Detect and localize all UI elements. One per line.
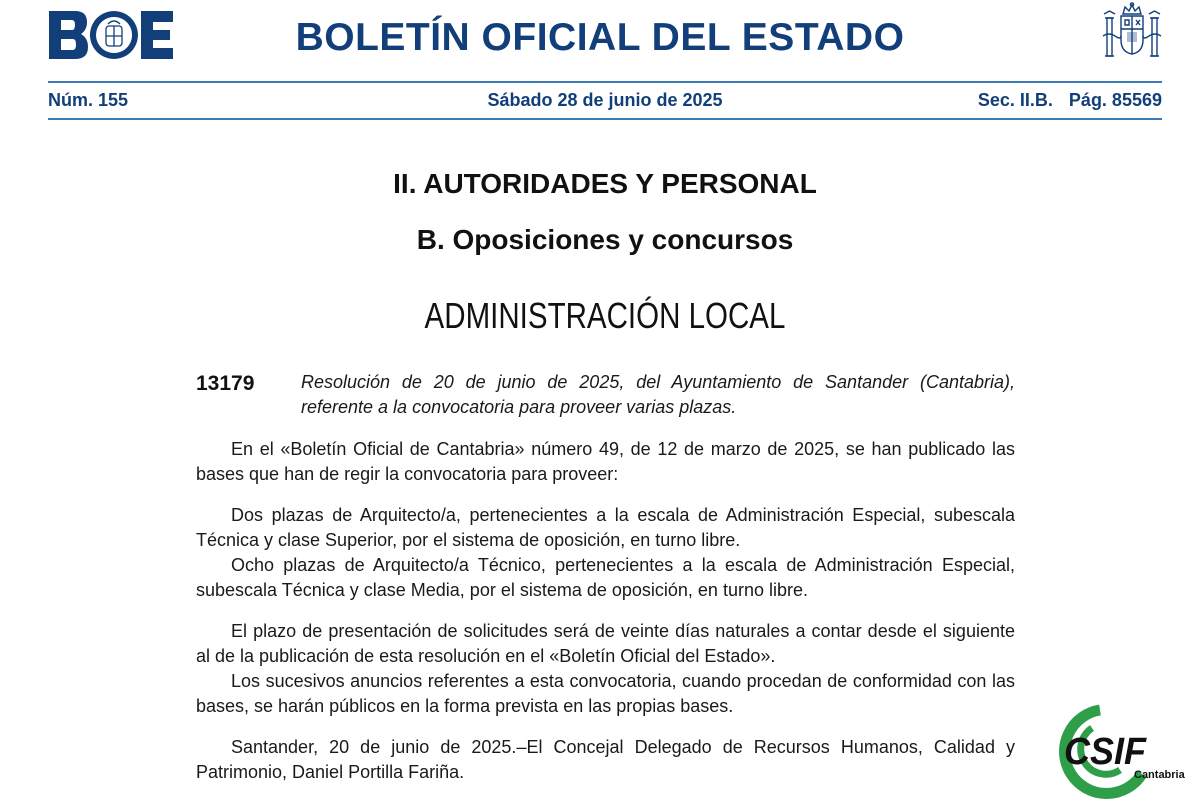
section-heading: II. AUTORIDADES Y PERSONAL [393, 168, 817, 199]
csif-region: Cantabria [1134, 769, 1185, 781]
csif-brand: CSIF [1064, 731, 1148, 773]
resolution-number: 13179 [196, 372, 255, 395]
boe-logo [47, 9, 175, 61]
section-label: Sec. II.B. [977, 90, 1053, 110]
resolution-title: Resolución de 20 de junio de 2025, del Ayuntamiento de Santander (Cantabria), referente a la convocatoria para proveer varias plazas. [301, 372, 1015, 417]
issue-number: Núm. 155 [48, 90, 129, 110]
header-top-rule [48, 81, 1162, 83]
paragraph: El plazo de presentación de solicitudes será de veinte días naturales a contar desde el siguiente al de la publicación de esta resolución en el «Boletín Oficial del Estado». [196, 621, 1015, 666]
paragraph: En el «Boletín Oficial de Cantabria» número 49, de 12 de marzo de 2025, se han publicado las bases que han de regir la convocatoria para proveer: [196, 439, 1015, 484]
subsection-heading: B. Oposiciones y concursos [416, 224, 794, 255]
csif-logo [1042, 704, 1200, 800]
administration-heading: ADMINISTRACIÓN LOCAL [424, 295, 786, 336]
issue-info-bar [48, 90, 1162, 112]
page-number: Pág. 85569 [1068, 90, 1162, 110]
resolution-body [196, 437, 1015, 785]
paragraph: Ocho plazas de Arquitecto/a Técnico, pertenecientes a la escala de Administración Especial, subescala Técnica y clase Media, por el sistema de oposición, en turno libre. [196, 555, 1015, 600]
paragraph: Los sucesivos anuncios referentes a esta convocatoria, cuando procedan de conformidad con las bases, se harán públicos en la forma prevista en las propias bases. [196, 671, 1015, 716]
coat-of-arms-icon [1099, 2, 1165, 68]
section-page [978, 90, 1162, 111]
paragraph: Dos plazas de Arquitecto/a, pertenecientes a la escala de Administración Especial, subescala Técnica y clase Superior, por el sistema de oposición, en turno libre. [196, 505, 1015, 550]
bulletin-title: BOLETÍN OFICIAL DEL ESTADO [295, 16, 905, 59]
signature-paragraph: Santander, 20 de junio de 2025.–El Concejal Delegado de Recursos Humanos, Calidad y Patrimonio, Daniel Portilla Fariña. [196, 737, 1015, 782]
header-bottom-rule [48, 118, 1162, 120]
issue-date: Sábado 28 de junio de 2025 [487, 90, 723, 110]
